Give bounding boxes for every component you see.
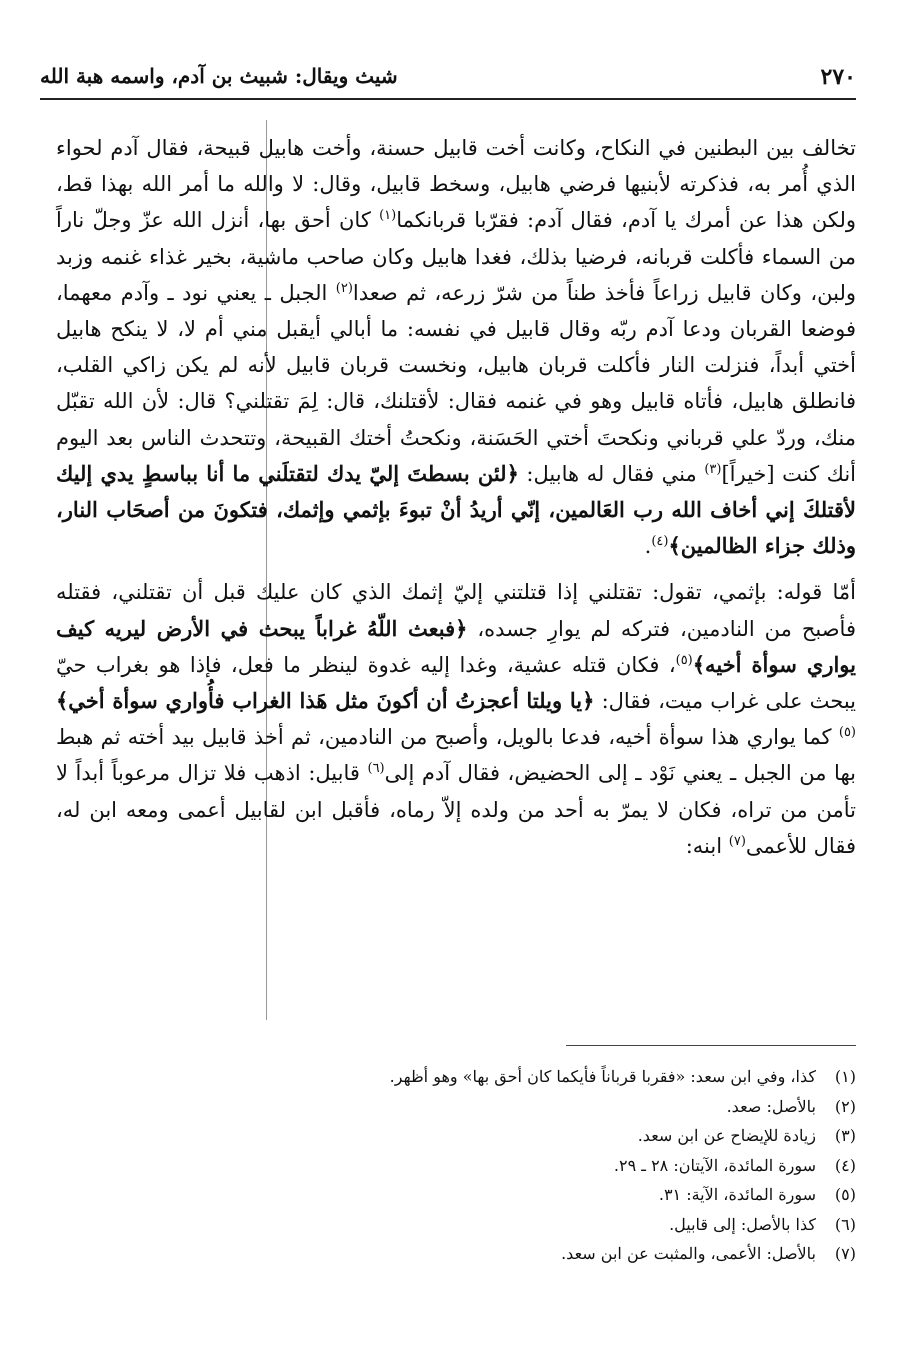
footnote-number: (٥) xyxy=(834,1185,856,1204)
footnote xyxy=(56,1180,856,1210)
footnote-ref-4: (٤) xyxy=(651,534,669,550)
footnote-number: (٦) xyxy=(834,1214,856,1234)
footnote-number: (٤) xyxy=(834,1155,856,1175)
footnote-text: كذا، وفي ابن سعد: «فقربا قرباناً فأيكما كان أحق بها» وهو أظهر. xyxy=(389,1067,816,1086)
paragraph-2-text-4: قابيل: اذهب فلا تزال مرعوباً أبداً لا تأمن من تراه، فكان لا يمرّ به أحد من ولده إلاّ رماه، فأقبل ابن لقابيل أعمى ومعه ابن له، فقال للأعمى xyxy=(56,761,856,858)
footnote-text: سورة المائدة، الآية: ٣١. xyxy=(658,1185,816,1204)
header-rule xyxy=(40,98,856,100)
footnote-text: سورة المائدة، الآيتان: ٢٨ ـ ٢٩. xyxy=(613,1155,816,1175)
footnote-ref-2: (٢) xyxy=(335,280,353,296)
footnote-number: (٢) xyxy=(834,1096,856,1116)
footnote-text: بالأصل: صعد. xyxy=(726,1096,816,1116)
footnote-number: (٣) xyxy=(834,1126,856,1145)
footnote xyxy=(56,1239,856,1269)
footnote-ref-1: (١) xyxy=(379,208,397,224)
paragraph-1-text-2: كان أحق بها، أنزل الله عزّ وجلّ ناراً من السماء فأكلت قربانه، فرضيا بذلك، فغدا هابيل وكان صاحب ماشية، بخير غذاء غنمه وزبد ولبن، وكان قابيل زراعاً فأخذ طناً من شرّ زرعه، ثم صعدا xyxy=(56,208,856,305)
paragraph-1-text-1: تخالف بين البطنين في النكاح، وكانت أخت قابيل حسنة، وأخت هابيل قبيحة، فقال آدم لحواء الذي أُمر به، فذكرته لأبنيها فرضي هابيل، وسخط قابيل، وقال: لا والله ما أمر الله بهذا قط، ولكن هذا عن أمرك يا آدم، فقال آدم: فقرّبا قربانكما xyxy=(56,136,856,233)
footnote-number: (١) xyxy=(834,1067,856,1086)
footnote xyxy=(56,1062,856,1092)
paragraph-1-text-4: مني فقال له هابيل: xyxy=(518,461,705,486)
footnote-ref-7: (٧) xyxy=(728,833,746,849)
paragraph-2-text-5: ابنه: xyxy=(685,833,729,858)
footnote-text: بالأصل: الأعمى، والمثبت عن ابن سعد. xyxy=(561,1244,816,1263)
paragraph-2-text-3: كما يواري هذا سوأة أخيه، فدعا بالويل، وأصبح من النادمين، ثم أخذ قابيل بيد أخته ثم هبط بها من الجبل ـ يعني نَوْد ـ إلى الحضيض، فقال آدم إلى xyxy=(56,725,856,786)
paragraph-1-text-3: الجبل ـ يعني نود ـ وآدم معهما، فوضعا القربان ودعا آدم ربّه وقال قابيل في نفسه: ما أبالي أيقبل مني أم لا، لا ينكح هابيل أختي أبداً، فنزلت النار فأكلت قربان هابيل، ونخست قربان قابيل لأنه لم يكن زاكي القلب، فانطلق هابيل، فأتاه قابيل وهو في غنمه فقال: لأقتلنك، قال: لِمَ تقتلني؟ قال: لأن الله تقبّل منك، وردّ علي قرباني ونكحتَ أختي الحَسَنة، ونكحتُ أختك القبيحة، وتتحدث الناس بعد اليوم أنك كنت [خيراً] xyxy=(56,280,857,486)
footnote xyxy=(56,1210,856,1240)
quran-verse-2: ﴿فبعث اللّهُ غراباً يبحث في الأرض ليريه كيف يواري سوأة أخيه﴾ xyxy=(56,615,856,677)
footnote xyxy=(56,1092,856,1122)
footnote-number: (٧) xyxy=(834,1244,856,1263)
footnote-text: كذا بالأصل: إلى قابيل. xyxy=(669,1214,816,1234)
footnote-ref-5: (٥) xyxy=(675,652,693,668)
body-text xyxy=(56,130,856,864)
paragraph-2-text-2: ، فكان قتله عشية، وغدا إليه غدوة لينظر ما فعل، فإذا هو بغراب حيّ يبحث على غراب ميت، فقال: xyxy=(56,652,856,714)
paragraph-1-text-5: . xyxy=(644,534,652,559)
quran-verse-3: ﴿يا ويلتا أعجزتُ أن أكونَ مثل هَذا الغراب فأُواري سوأة أخي﴾ xyxy=(56,688,595,714)
footnote xyxy=(56,1151,856,1181)
paragraph-2 xyxy=(56,574,856,864)
paragraph-1 xyxy=(56,130,856,564)
quran-verse-1: ﴿لئن بسطتَ إليّ يدك لتقتلَني ما أنا بباسطٍ يدي إليك لأقتلكَ إني أخاف الله رب العَالمين، إنّي أريدُ أنْ تبوءَ بإثمي وإثمك، فتكونَ من أصحَاب النار، وذلك جزاء الظالمين﴾ xyxy=(56,460,856,559)
running-title: شيث ويقال: شبيث بن آدم، واسمه هبة الله xyxy=(40,64,398,88)
page-number: ٢٧٠ xyxy=(820,64,856,90)
paragraph-2-text-1: أمّا قوله: بإثمي، تقول: تقتلني إذا قتلتني إليّ إثمك الذي كان عليك قبل أن تقتلني، فقتله فأصبح من النادمين، فتركه لم يوارِ جسده، xyxy=(56,580,856,641)
footnote-rule xyxy=(566,1045,856,1046)
footnote-ref-6: (٦) xyxy=(367,761,385,777)
footnote-ref-3: (٣) xyxy=(704,461,722,477)
footnotes xyxy=(56,1062,856,1269)
footnote xyxy=(56,1121,856,1151)
footnote-ref-5b: (٥) xyxy=(838,725,856,741)
page-header xyxy=(40,60,856,98)
footnote-text: زيادة للإيضاح عن ابن سعد. xyxy=(637,1126,816,1145)
